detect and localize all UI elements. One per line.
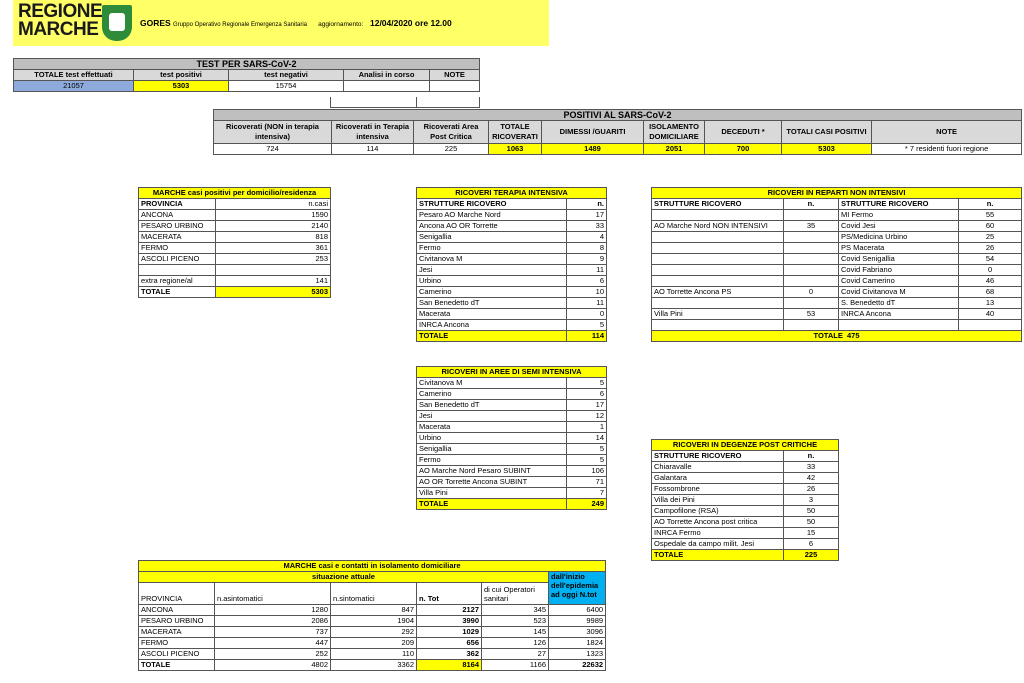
table-row: MACERATA 737 292 1029 145 3096 <box>139 627 606 638</box>
tests-negative-value: 15754 <box>229 81 344 92</box>
table-row: AO OR Torrette Ancona SUBINT 71 <box>417 477 607 488</box>
semi-total-value: 249 <box>567 499 607 510</box>
positivi-value: 5303 <box>782 144 872 155</box>
positivi-value: 114 <box>332 144 414 155</box>
positivi-value: 700 <box>705 144 782 155</box>
ti-total-value: 114 <box>567 331 607 342</box>
nonint-table <box>651 187 1022 342</box>
table-row: INRCA Fermo 15 <box>652 528 839 539</box>
table-row: AO Torrette Ancona post critica 50 <box>652 517 839 528</box>
post-total-label: TOTALE <box>652 550 784 561</box>
table-row: Civitanova M 5 <box>417 378 607 389</box>
table-row: FERMO 361 <box>139 243 331 254</box>
positivi-header: DECEDUTI * <box>705 121 782 144</box>
province-col-header: PROVINCIA <box>139 199 216 210</box>
nonint-col-header: n. <box>784 199 839 210</box>
table-row: Villa Pini 7 <box>417 488 607 499</box>
iso-rows <box>139 605 606 660</box>
positivi-value: 225 <box>414 144 489 155</box>
iso-cumulative-header: dall'inizio dell'epidemia ad oggi N.tot <box>549 572 606 605</box>
iso-col-header: di cui Operatori sanitari <box>482 583 549 605</box>
post-title: RICOVERI IN DEGENZE POST CRITICHE <box>652 440 839 451</box>
iso-total: 1166 <box>482 660 549 671</box>
table-row: Senigallia 5 <box>417 444 607 455</box>
tests-header: TOTALE test effettuati <box>14 70 134 81</box>
positivi-value: 724 <box>214 144 332 155</box>
table-row: ANCONA 1280 847 2127 345 6400 <box>139 605 606 616</box>
iso-col-header: n.sintomatici <box>331 583 417 605</box>
tests-header: test negativi <box>229 70 344 81</box>
post-col-header: STRUTTURE RICOVERO <box>652 451 784 462</box>
table-row: Villa Pini 53 INRCA Ancona 40 <box>652 309 1022 320</box>
update-label: aggiornamento: <box>318 21 364 28</box>
ti-col-header: STRUTTURE RICOVERO <box>417 199 567 210</box>
positivi-table <box>213 109 1022 155</box>
org-short: GORES <box>140 18 171 28</box>
table-row: PS Macerata 26 <box>652 243 1022 254</box>
table-row: MI Fermo 55 <box>652 210 1022 221</box>
table-row: Urbino 6 <box>417 276 607 287</box>
table-row: Camerino 6 <box>417 389 607 400</box>
table-row: San Benedetto dT 17 <box>417 400 607 411</box>
post-table <box>651 439 839 561</box>
table-row: Galantara 42 <box>652 473 839 484</box>
table-row: AO Torrette Ancona PS 0 Covid Civitanova M 68 <box>652 287 1022 298</box>
table-row: Covid Senigallia 54 <box>652 254 1022 265</box>
table-row: Chiaravalle 33 <box>652 462 839 473</box>
table-row: Macerata 1 <box>417 422 607 433</box>
table-row: Villa dei Pini 3 <box>652 495 839 506</box>
tests-header: NOTE <box>430 70 480 81</box>
table-row: Fermo 5 <box>417 455 607 466</box>
table-row: San Benedetto dT 11 <box>417 298 607 309</box>
iso-subtitle: situazione attuale <box>139 572 549 583</box>
table-row: Campofilone (RSA) 50 <box>652 506 839 517</box>
table-row: Ancona AO OR Torrette 33 <box>417 221 607 232</box>
tests-header: Analisi in corso <box>344 70 430 81</box>
table-row: PS/Medicina Urbino 25 <box>652 232 1022 243</box>
iso-col-header: n. Tot <box>417 583 482 605</box>
tests-total-value: 21057 <box>14 81 134 92</box>
positivi-header: TOTALI CASI POSITIVI <box>782 121 872 144</box>
positivi-value: 2051 <box>644 144 705 155</box>
iso-total: 22632 <box>549 660 606 671</box>
iso-total: 3362 <box>331 660 417 671</box>
positivi-header: ISOLAMENTO DOMICILIARE <box>644 121 705 144</box>
table-row: Covid Camerino 46 <box>652 276 1022 287</box>
region-logo <box>18 3 102 39</box>
iso-title: MARCHE casi e contatti in isolamento domiciliare <box>139 561 606 572</box>
table-row: Fermo 8 <box>417 243 607 254</box>
table-row: Urbino 14 <box>417 433 607 444</box>
org-long: Gruppo Operativo Regionale Emergenza Sanitaria <box>172 22 308 28</box>
positivi-header: DIMESSI /GUARITI <box>542 121 644 144</box>
positivi-header: Ricoverati in Terapia intensiva <box>332 121 414 144</box>
ti-col-header: n. <box>567 199 607 210</box>
nonint-col-header: STRUTTURE RICOVERO <box>652 199 784 210</box>
table-row: Jesi 12 <box>417 411 607 422</box>
tests-header: test positivi <box>134 70 229 81</box>
table-row <box>139 265 331 276</box>
table-row: Macerata 0 <box>417 309 607 320</box>
province-rows <box>139 210 331 287</box>
table-row: AO Marche Nord Pesaro SUBINT 106 <box>417 466 607 477</box>
logo-line2: MARCHE <box>18 19 99 40</box>
table-row: AO Marche Nord NON INTENSIVI 35 Covid Jesi 60 <box>652 221 1022 232</box>
table-row: Fossombrone 26 <box>652 484 839 495</box>
positivi-header: Ricoverati (NON in terapia intensiva) <box>214 121 332 144</box>
positivi-header: Ricoverati Area Post Critica <box>414 121 489 144</box>
positivi-header: NOTE <box>872 121 1022 144</box>
tests-note-value <box>430 81 480 92</box>
table-row: Covid Fabriano 0 <box>652 265 1022 276</box>
ti-table <box>416 187 607 342</box>
table-row: FERMO 447 209 656 126 1824 <box>139 638 606 649</box>
table-row: INRCA Ancona 5 <box>417 320 607 331</box>
table-row: MACERATA 818 <box>139 232 331 243</box>
table-row: Camerino 10 <box>417 287 607 298</box>
logo-line1: REGIONE <box>18 1 103 22</box>
table-row: ASCOLI PICENO 252 110 362 27 1323 <box>139 649 606 660</box>
table-row: ANCONA 1590 <box>139 210 331 221</box>
positivi-value: 1063 <box>489 144 542 155</box>
positivi-note: * 7 residenti fuori regione <box>872 144 1022 155</box>
positivi-header: TOTALE RICOVERATI <box>489 121 542 144</box>
iso-total: 8164 <box>417 660 482 671</box>
iso-table <box>138 560 606 671</box>
org-info <box>140 18 452 28</box>
nonint-rows <box>652 210 1022 331</box>
tests-table <box>13 58 480 92</box>
iso-total: TOTALE <box>139 660 215 671</box>
table-row: Ospedale da campo milit. Jesi 6 <box>652 539 839 550</box>
update-value: 12/04/2020 ore 12.00 <box>369 18 452 28</box>
tests-positive-value: 5303 <box>134 81 229 92</box>
tests-title: TEST PER SARS-CoV-2 <box>14 59 480 70</box>
table-row: Jesi 11 <box>417 265 607 276</box>
iso-col-header: n.asintomatici <box>215 583 331 605</box>
table-row <box>652 320 1022 331</box>
crest-icon <box>102 5 132 41</box>
province-col-header: n.casi <box>216 199 331 210</box>
semi-total-label: TOTALE <box>417 499 567 510</box>
table-row: Civitanova M 9 <box>417 254 607 265</box>
post-rows <box>652 462 839 550</box>
positivi-title: POSITIVI AL SARS-CoV-2 <box>214 110 1022 121</box>
table-row: PESARO URBINO 2140 <box>139 221 331 232</box>
semi-table <box>416 366 607 510</box>
province-table <box>138 187 331 298</box>
table-row: Pesaro AO Marche Nord 17 <box>417 210 607 221</box>
semi-title: RICOVERI IN AREE DI SEMI INTENSIVA <box>417 367 607 378</box>
table-row: PESARO URBINO 2086 1904 3990 523 9989 <box>139 616 606 627</box>
iso-total: 4802 <box>215 660 331 671</box>
table-row: extra regione/al 141 <box>139 276 331 287</box>
nonint-col-header: STRUTTURE RICOVERO <box>839 199 959 210</box>
post-total-value: 225 <box>784 550 839 561</box>
tests-pending-value <box>344 81 430 92</box>
nonint-col-header: n. <box>959 199 1022 210</box>
post-col-header: n. <box>784 451 839 462</box>
nonint-total: TOTALE 475 <box>652 331 1022 342</box>
tests-spacer <box>330 97 480 108</box>
province-title: MARCHE casi positivi per domicilio/residenza <box>139 188 331 199</box>
table-row: ASCOLI PICENO 253 <box>139 254 331 265</box>
nonint-title: RICOVERI IN REPARTI NON INTENSIVI <box>652 188 1022 199</box>
province-total-label: TOTALE <box>139 287 216 298</box>
iso-col-header: PROVINCIA <box>139 583 215 605</box>
positivi-value: 1489 <box>542 144 644 155</box>
ti-total-label: TOTALE <box>417 331 567 342</box>
province-total-value: 5303 <box>216 287 331 298</box>
table-row: Senigallia 4 <box>417 232 607 243</box>
table-row: S. Benedetto dT 13 <box>652 298 1022 309</box>
ti-title: RICOVERI TERAPIA INTENSIVA <box>417 188 607 199</box>
